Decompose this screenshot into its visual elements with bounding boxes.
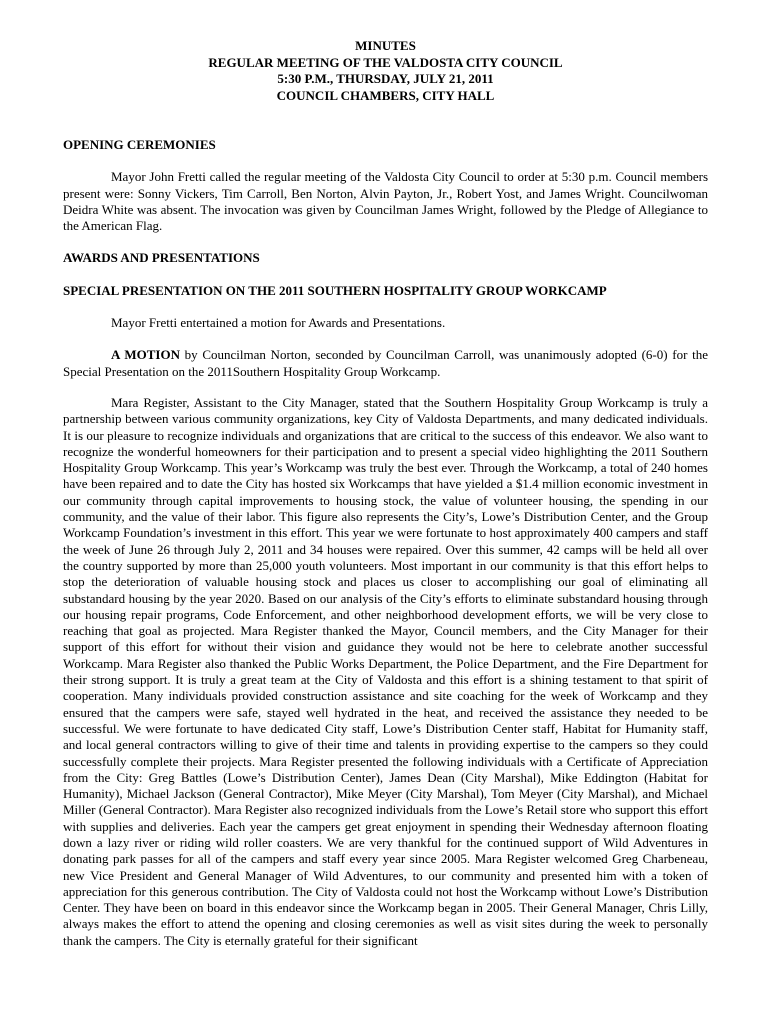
header-meeting-name: REGULAR MEETING OF THE VALDOSTA CITY COUNCIL	[208, 54, 563, 70]
header-date-time: 5:30 P.M., THURSDAY, JULY 21, 2011	[277, 71, 494, 86]
document-header	[63, 38, 708, 104]
opening-ceremonies-heading: OPENING CEREMONIES	[63, 137, 216, 152]
header-title: MINUTES	[355, 38, 416, 53]
header-location: COUNCIL CHAMBERS, CITY HALL	[276, 87, 495, 103]
motion-paragraph	[63, 347, 708, 380]
motion-lead: A MOTION	[111, 347, 180, 363]
opening-ceremonies-paragraph: Mayor John Fretti called the regular meeting of the Valdosta City Council to order at 5:30 p.m. Council members present were: Sonny Vickers, Tim Carroll, Ben Norton, Alvin Payton, Jr., Robert Yost, and James Wright. Councilwoman Deidra White was absent. The invocation was given by Councilman James Wright, followed by the Pledge of Allegiance to the American Flag.	[63, 169, 708, 234]
motion-text: by Councilman Norton, seconded by Councilman Carroll, was unanimously adopted (6-0) for the Special Presentation on the 2011Southern Hospitality Group Workcamp.	[63, 347, 708, 379]
workcamp-statement-paragraph: Mara Register, Assistant to the City Manager, stated that the Southern Hospitality Group Workcamp is truly a partnership between various community organizations, key City of Valdosta Departments, and many dedicated individuals. It is our pleasure to recognize individuals and organizations that are critical to the success of this endeavor. We also want to recognize the wonderful homeowners for their participation and to present a special video highlighting the 2011 Southern Hospitality Group Workcamp. This year’s Workcamp was truly the best ever. Through the Workcamp, a total of 240 homes have been repaired and to date the City has hosted six Workcamps that have yielded a $1.4 million economic investment in our community through capital improvements to housing stock, the value of volunteer housing, the spending in our community, and the value of their labor. This figure also represents the City’s, Lowe’s Distribution Center, and the Group Workcamp Foundation’s investment in this effort. This year we were fortunate to host approximately 400 campers and staff the week of June 26 through July 2, 2011 and 34 houses were repaired. Over this summer, 42 camps will be held all over the country supported by more than 25,000 youth volunteers. Most important in our community is that this effort helps to stop the deterioration of valuable housing stock and places us closer to accomplishing our goal of eliminating all substandard housing by the year 2020. Based on our analysis of the City’s efforts to eliminate substandard housing through our housing repair programs, Code Enforcement, and other neighborhood development efforts, we will be very close to reaching that goal as projected. Mara Register thanked the Mayor, Council members, and the City Manager for their support of this effort for without their vision and guidance they would not be here to celebrate another successful Workcamp. Mara Register also thanked the Public Works Department, the Police Department, and the Fire Department for their strong support. It is truly a great team at the City of Valdosta and this effort is a shining testament to that spirit of cooperation. Many individuals provided construction assistance and site coaching for the week of Workcamp and they ensured that the campers were safe, stayed well hydrated in the heat, and received the assistance they needed to be successful. We were fortunate to have dedicated City staff, Lowe’s Distribution Center staff, Habitat for Humanity staff, and local general contractors willing to give of their time and talents in providing expertise to the campers so they could successfully complete their projects. Mara Register presented the following individuals with a Certificate of Appreciation from the City: Greg Battles (Lowe’s Distribution Center), James Dean (City Marshal), Mike Eddington (Habitat for Humanity), Michael Jackson (General Contractor), Mike Meyer (City Marshal), Tom Meyer (City Marshal), and Michael Miller (General Contractor). Mara Register also recognized individuals from the Lowe’s Retail store who support this effort with supplies and deliveries. Each year the campers get great enjoyment in spending their Wednesday afternoon floating down a lazy river or riding wild roller coasters. We are very thankful for the continued support of Wild Adventures in donating park passes for all of the campers and staff every year since 2005. Mara Register welcomed Greg Charbeneau, new Vice President and General Manager of Wild Adventures, to our community and presented him with a token of appreciation for this generous contribution. The City of Valdosta could not host the Workcamp without Lowe’s Distribution Center. They have been on board in this endeavor since the Workcamp began in 2005. Their General Manager, Chris Lilly, always makes the effort to attend the opening and closing ceremonies as well as visit sites during the week to personally thank the campers. The City is eternally grateful for their significant	[63, 394, 708, 948]
awards-presentations-heading: AWARDS AND PRESENTATIONS	[63, 250, 260, 266]
motion-entertained-paragraph: Mayor Fretti entertained a motion for Awards and Presentations.	[111, 315, 446, 331]
special-presentation-heading: SPECIAL PRESENTATION ON THE 2011 SOUTHERN HOSPITALITY GROUP WORKCAMP	[63, 282, 607, 298]
